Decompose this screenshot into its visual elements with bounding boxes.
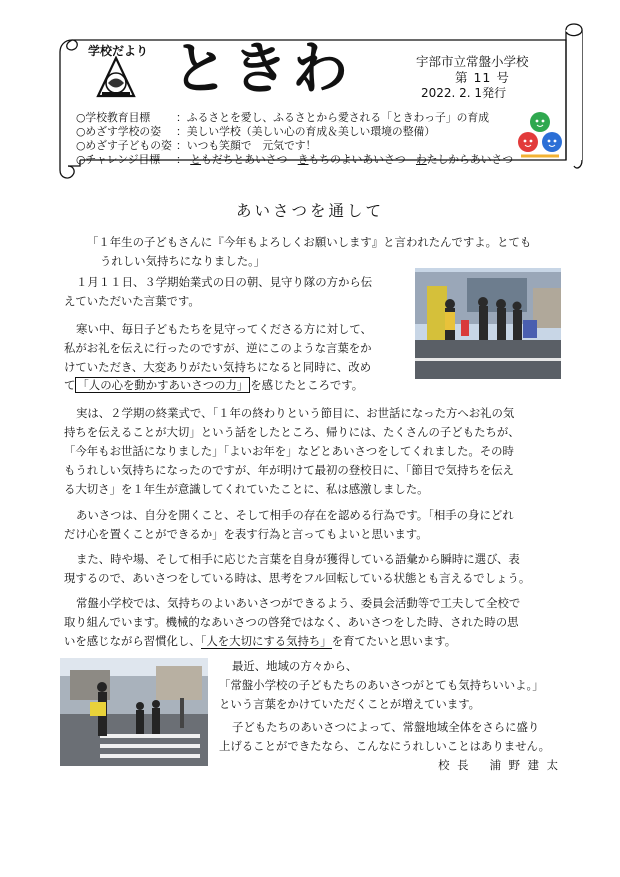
goal-label: ○めざす子どもの姿 xyxy=(76,139,172,152)
paragraph-line: もうれしい気持ちになったのですが、年が明けて最初の登校日に、「節目で気持ちを伝え xyxy=(64,463,514,477)
text-span: を育てたいと思います。 xyxy=(331,634,457,648)
challenge-text: もちのよいあいさつ xyxy=(308,153,406,166)
newsletter-title: ときわ xyxy=(172,37,352,102)
text-span: を感じたところです。 xyxy=(250,378,364,392)
paragraph-line: 寒い中、毎日子どもたちを見守ってくださる方に対して、 xyxy=(76,322,372,336)
principal-signature: 校 長 浦 野 建 太 xyxy=(438,758,560,772)
paragraph-line: 最近、地域の方々から、 xyxy=(232,659,358,673)
highlight-phrase: 「人の心を動かすあいさつの力」 xyxy=(77,378,249,392)
goal-label: ○チャレンジ目標 xyxy=(76,153,161,166)
text-span: て xyxy=(64,378,76,392)
newsletter-label: 学校だより xyxy=(88,44,149,58)
paragraph-line: あいさつは、自分を開くこと、そして相手の存在を認める行為です。「相手の身にどれ xyxy=(76,508,514,522)
paragraph-line: る大切さ」を１年生が意識してくれていたことに、私は感激しました。 xyxy=(64,482,429,496)
challenge-text: たしからあいさつ xyxy=(426,153,514,166)
goal-row-children xyxy=(76,138,316,153)
issue-number: 第 11 号 xyxy=(455,70,510,85)
goal-row-education xyxy=(76,110,489,125)
paragraph-line: 私がお礼を伝えに行ったのですが、逆にこのような言葉をか xyxy=(64,341,372,355)
goal-sep: ： xyxy=(176,153,187,166)
goal-row-school xyxy=(76,124,435,139)
challenge-first-char: き xyxy=(297,153,309,166)
quote-line: 「１年生の子どもさんに『今年もよろしくお願いします』と言われたんですよ。とても xyxy=(87,235,532,249)
goal-value: ：美しい学校（美しい心の育成＆美しい環境の整備） xyxy=(176,125,436,138)
paragraph-line: 現するので、あいさつをしている時は、思考をフル回転している状態とも言えるでしょう。 xyxy=(64,571,531,585)
goal-label: ○学校教育目標 xyxy=(76,111,151,124)
paragraph-line: けていただき、大変ありがたい気持ちになると同時に、改め xyxy=(64,360,372,374)
goal-row-challenge xyxy=(76,152,513,167)
article-headline: あいさつを通して xyxy=(235,202,384,220)
paragraph-line: 実は、２学期の終業式で、「１年の終わりという節目に、お世話になった方へお礼の気 xyxy=(76,406,515,420)
school-name: 宇部市立常盤小学校 xyxy=(416,54,529,69)
challenge-text: もだちとあいさつ xyxy=(201,153,288,166)
paragraph-line: １月１１日、３学期始業式の日の朝、見守り隊の方から伝 xyxy=(76,275,373,289)
paragraph-line: また、時や場、そして相手に応じた言葉を自身が獲得している語彙から瞬時に選び、表 xyxy=(76,552,520,566)
paragraph-line: だけ心を置くことができるか」を表す行為と言ってもよいと思います。 xyxy=(64,527,428,541)
paragraph-line: 「今年もお世話になりました」「よいお年を」などとあいさつをしてくれました。その時 xyxy=(64,444,514,458)
school-logo-icon xyxy=(96,56,136,100)
paragraph-line: 子どもたちのあいさつによって、常盤地域全体をさらに盛り xyxy=(232,720,540,734)
crossing-guards-photo xyxy=(415,268,561,379)
paragraph-line: 「常盤小学校の子どもたちのあいさつがとても気持ちいいよ。」 xyxy=(219,678,544,692)
goal-value: ：いつも笑顔で 元気です！ xyxy=(176,139,317,152)
paragraph-line xyxy=(64,632,456,651)
paragraph-line: 上げることができたなら、こんなにうれしいことはありません。 xyxy=(219,739,551,753)
highlight-phrase: 「人を大切にする気持ち」 xyxy=(200,634,332,648)
quote-line: うれしい気持ちになりました。」 xyxy=(100,254,266,268)
goal-label: ○めざす学校の姿 xyxy=(76,125,161,138)
paragraph-line: 常盤小学校では、気持ちのよいあいさつができるよう、委員会活動等で工夫して全校で xyxy=(76,596,521,610)
paragraph-line: 取り組んでいます。機械的なあいさつの啓発ではなく、あいさつをした時、された時の思 xyxy=(64,615,519,629)
paragraph-line xyxy=(64,376,363,395)
paragraph-line: えていただいた言葉です。 xyxy=(64,294,200,308)
challenge-first-char: わ xyxy=(415,153,427,166)
challenge-first-char: と xyxy=(190,153,202,166)
paragraph-line: という言葉をかけていただくことが増えています。 xyxy=(219,697,481,711)
issue-date: 2022. 2. 1発行 xyxy=(421,86,507,100)
text-span: いを感じながら習慣化し、 xyxy=(64,634,201,648)
mascot-characters-icon xyxy=(515,108,565,160)
goal-value: ：ふるさとを愛し、ふるさとから愛される「ときわっ子」の育成 xyxy=(176,111,489,124)
paragraph-line: 持ちを伝えることが大切」という話をしたところ、帰りには、たくさんの子どもたちが、 xyxy=(64,425,520,439)
children-crossing-photo xyxy=(60,658,208,766)
